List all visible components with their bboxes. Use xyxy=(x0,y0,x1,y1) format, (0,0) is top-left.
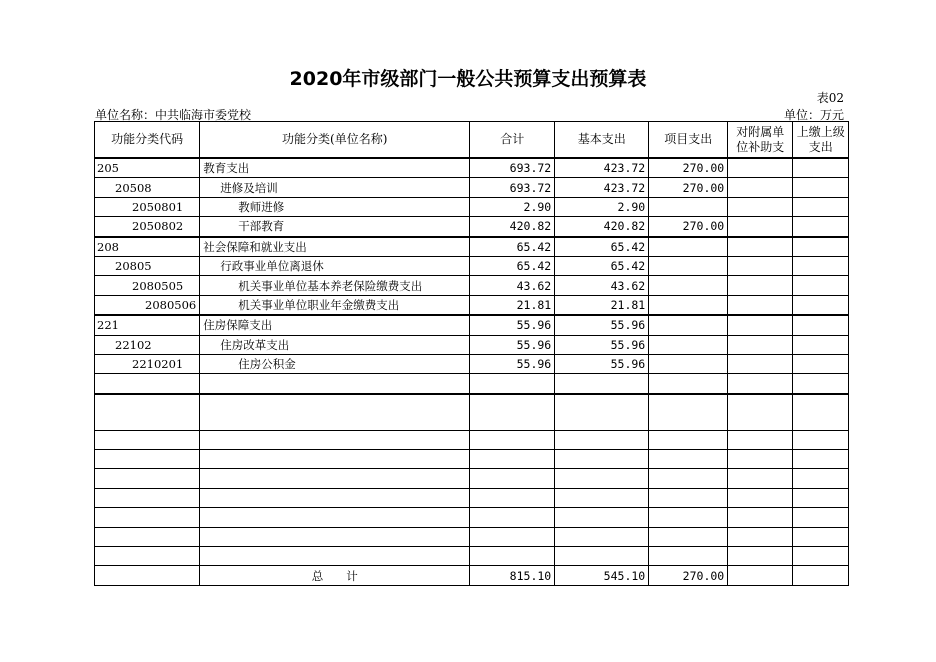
row-code: 2210201 xyxy=(95,354,200,373)
row-name: 机关事业单位职业年金缴费支出 xyxy=(200,295,470,315)
row-upper xyxy=(793,178,849,197)
row-project xyxy=(649,295,728,315)
row-basic: 55.96 xyxy=(555,335,649,354)
budget-table xyxy=(94,121,849,586)
row-basic: 65.42 xyxy=(555,256,649,275)
empty-row xyxy=(95,430,849,449)
total-upper xyxy=(793,566,849,585)
row-project xyxy=(649,237,728,257)
row-subsidy xyxy=(728,335,793,354)
row-name: 住房保障支出 xyxy=(200,315,470,335)
row-total: 65.42 xyxy=(470,237,555,257)
table-row xyxy=(95,276,849,295)
row-basic: 55.96 xyxy=(555,315,649,335)
total-amount: 815.10 xyxy=(470,566,555,585)
empty-row xyxy=(95,394,849,431)
unit-name: 单位名称：中共临海市委党校 xyxy=(95,108,252,122)
row-project xyxy=(649,276,728,295)
row-upper xyxy=(793,197,849,216)
row-upper xyxy=(793,354,849,373)
empty-row xyxy=(95,547,849,566)
row-upper xyxy=(793,237,849,257)
row-total: 55.96 xyxy=(470,315,555,335)
empty-row xyxy=(95,469,849,488)
table-row xyxy=(95,178,849,197)
row-code: 205 xyxy=(95,158,200,178)
table-row xyxy=(95,295,849,315)
row-total: 693.72 xyxy=(470,158,555,178)
row-upper xyxy=(793,158,849,178)
row-code: 221 xyxy=(95,315,200,335)
row-basic: 2.90 xyxy=(555,197,649,216)
row-project xyxy=(649,197,728,216)
total-code xyxy=(95,566,200,585)
row-total: 420.82 xyxy=(470,217,555,237)
row-name: 干部教育 xyxy=(200,217,470,237)
row-subsidy xyxy=(728,158,793,178)
currency-unit: 单位：万元 xyxy=(783,108,844,122)
table-row xyxy=(95,217,849,237)
row-project xyxy=(649,315,728,335)
total-label: 总 计 xyxy=(200,566,470,585)
row-basic: 420.82 xyxy=(555,217,649,237)
row-code: 22102 xyxy=(95,335,200,354)
header-project: 项目支出 xyxy=(649,122,728,159)
row-project xyxy=(649,256,728,275)
row-basic: 65.42 xyxy=(555,237,649,257)
header-basic: 基本支出 xyxy=(555,122,649,159)
row-basic: 21.81 xyxy=(555,295,649,315)
empty-row xyxy=(95,488,849,507)
row-name: 教师进修 xyxy=(200,197,470,216)
header-subsidy: 对附属单位补助支 xyxy=(728,122,793,159)
header-total: 合计 xyxy=(470,122,555,159)
row-basic: 423.72 xyxy=(555,178,649,197)
row-name: 教育支出 xyxy=(200,158,470,178)
total-basic: 545.10 xyxy=(555,566,649,585)
row-name: 行政事业单位离退休 xyxy=(200,256,470,275)
row-project: 270.00 xyxy=(649,217,728,237)
table-row xyxy=(95,315,849,335)
row-name: 住房改革支出 xyxy=(200,335,470,354)
row-total: 55.96 xyxy=(470,354,555,373)
total-subsidy xyxy=(728,566,793,585)
row-total: 43.62 xyxy=(470,276,555,295)
row-subsidy xyxy=(728,354,793,373)
row-subsidy xyxy=(728,197,793,216)
table-row xyxy=(95,158,849,178)
row-name: 住房公积金 xyxy=(200,354,470,373)
row-basic: 423.72 xyxy=(555,158,649,178)
row-name: 机关事业单位基本养老保险缴费支出 xyxy=(200,276,470,295)
row-project xyxy=(649,335,728,354)
row-subsidy xyxy=(728,237,793,257)
row-code: 2050801 xyxy=(95,197,200,216)
row-subsidy xyxy=(728,217,793,237)
row-name: 进修及培训 xyxy=(200,178,470,197)
row-basic: 43.62 xyxy=(555,276,649,295)
header-upper: 上缴上级支出 xyxy=(793,122,849,159)
row-upper xyxy=(793,315,849,335)
empty-row xyxy=(95,374,849,394)
total-project: 270.00 xyxy=(649,566,728,585)
row-upper xyxy=(793,276,849,295)
row-subsidy xyxy=(728,276,793,295)
table-number: 表02 xyxy=(816,91,844,105)
table-row xyxy=(95,256,849,275)
row-upper xyxy=(793,295,849,315)
page-title: 2020年市级部门一般公共预算支出预算表 xyxy=(289,68,647,90)
header-name: 功能分类(单位名称) xyxy=(200,122,470,159)
total-row xyxy=(95,566,849,585)
row-subsidy xyxy=(728,178,793,197)
row-code: 2080505 xyxy=(95,276,200,295)
row-total: 55.96 xyxy=(470,335,555,354)
row-subsidy xyxy=(728,256,793,275)
empty-row xyxy=(95,508,849,527)
row-project xyxy=(649,354,728,373)
row-subsidy xyxy=(728,315,793,335)
row-total: 2.90 xyxy=(470,197,555,216)
table-row xyxy=(95,354,849,373)
table-row xyxy=(95,237,849,257)
row-basic: 55.96 xyxy=(555,354,649,373)
row-code: 2050802 xyxy=(95,217,200,237)
row-subsidy xyxy=(728,295,793,315)
empty-row xyxy=(95,450,849,469)
row-project: 270.00 xyxy=(649,158,728,178)
empty-row xyxy=(95,527,849,546)
row-total: 65.42 xyxy=(470,256,555,275)
row-total: 693.72 xyxy=(470,178,555,197)
header-row xyxy=(95,122,849,159)
row-name: 社会保障和就业支出 xyxy=(200,237,470,257)
table-row xyxy=(95,335,849,354)
row-total: 21.81 xyxy=(470,295,555,315)
header-code: 功能分类代码 xyxy=(95,122,200,159)
row-upper xyxy=(793,256,849,275)
row-project: 270.00 xyxy=(649,178,728,197)
row-upper xyxy=(793,335,849,354)
table-row xyxy=(95,197,849,216)
row-upper xyxy=(793,217,849,237)
row-code: 20805 xyxy=(95,256,200,275)
row-code: 2080506 xyxy=(95,295,200,315)
row-code: 208 xyxy=(95,237,200,257)
row-code: 20508 xyxy=(95,178,200,197)
